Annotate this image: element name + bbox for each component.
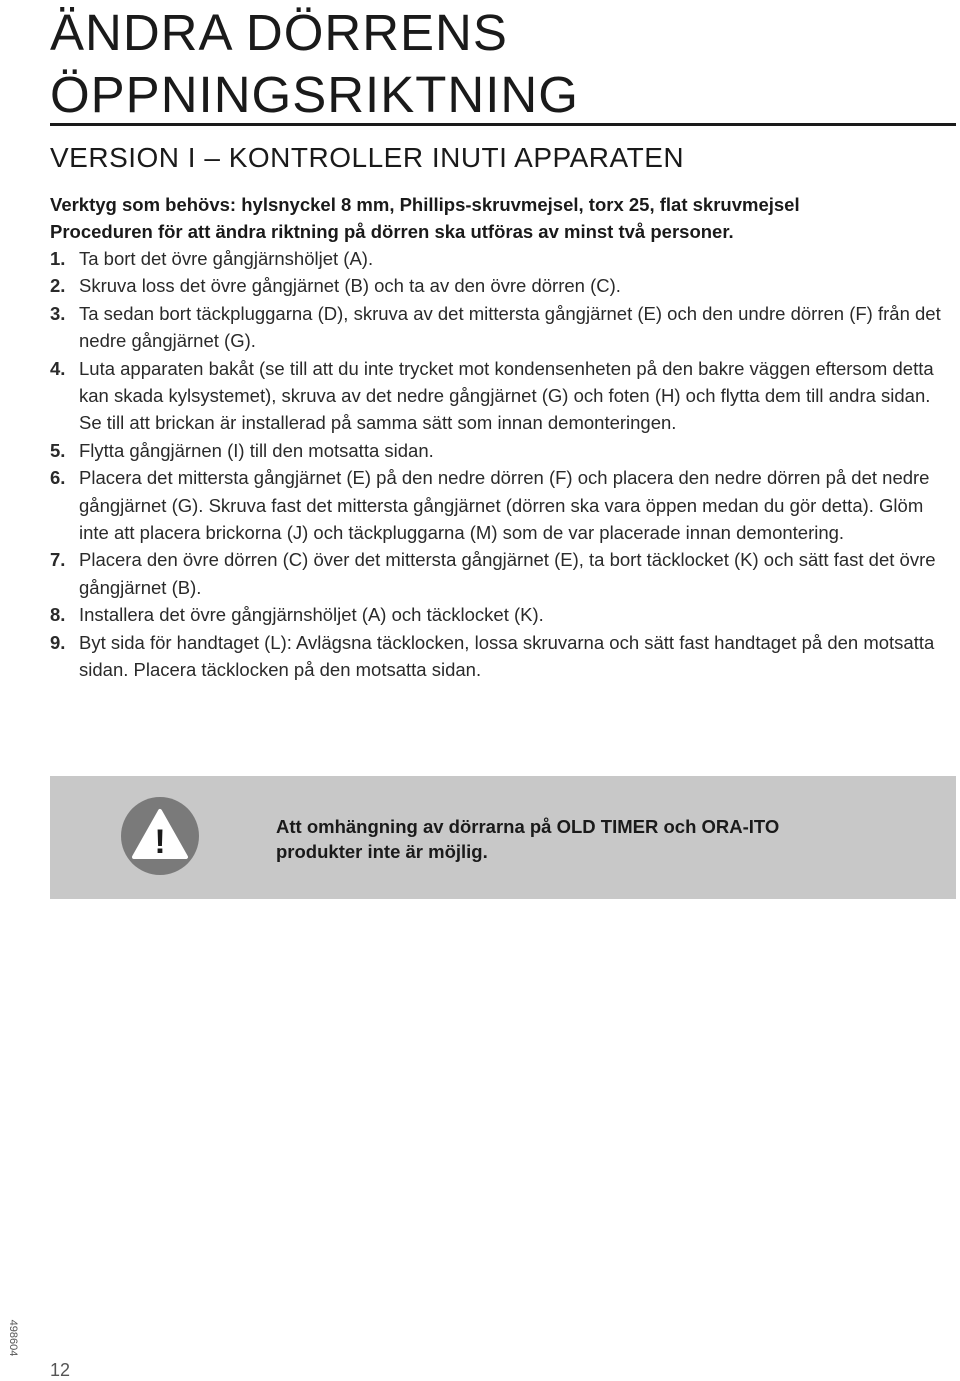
step-number: 1. — [50, 248, 66, 269]
step-item — [50, 245, 956, 272]
step-text: Luta apparaten bakåt (se till att du inte trycket mot kondensenheten på den bakre väggen eftersom detta kan skada kylsystemet), skruva av det nedre gångjärnet (G) och foten (H) och flytta dem till andra sidan. Se till att brickan är installerad på samma sätt som innan demonteringen. — [79, 357, 934, 434]
step-number: 6. — [50, 467, 66, 489]
step-text: Flytta gångjärnen (I) till den motsatta sidan. — [79, 439, 434, 461]
step-item — [50, 272, 956, 299]
page-title — [50, 2, 930, 126]
step-text: Installera det övre gångjärnshöljet (A) och täcklocket (K). — [79, 604, 544, 626]
step-number: 2. — [50, 275, 66, 297]
warning-text — [276, 814, 916, 864]
page-number: 12 — [50, 1360, 71, 1380]
warning-icon — [120, 796, 200, 876]
title-line-1: ÄNDRA DÖRRENS — [50, 4, 508, 61]
persons-line: Proceduren för att ändra riktning på dörren ska utföras av minst två personer. — [50, 221, 734, 242]
step-item — [50, 601, 956, 628]
step-text: Ta sedan bort täckpluggarna (D), skruva av det mittersta gångjärnet (E) och den undre dörren (F) från det nedre gångjärnet (G). — [79, 302, 941, 352]
step-item — [50, 464, 956, 546]
step-text: Placera det mittersta gångjärnet (E) på den nedre dörren (F) och placera den nedre dörren på det nedre gångjärnet (G). Skruva fast det mittersta gångjärnet (dörren ska vara öppen medan du gör detta). Glöm inte att placera brickorna (J) och täckpluggarna (M) som de var placerade innan demontering. — [79, 467, 930, 544]
step-number: 4. — [50, 357, 66, 379]
step-item — [50, 546, 956, 601]
warning-symbol: ! — [154, 823, 166, 861]
intro-block — [50, 191, 950, 245]
step-text: Skruva loss det övre gångjärnet (B) och ta av den övre dörren (C). — [79, 275, 621, 297]
step-text: Placera den övre dörren (C) över det mittersta gångjärnet (E), ta bort täcklocket (K) och sätt fast det övre gångjärnet (B). — [79, 549, 936, 598]
step-item — [50, 355, 956, 437]
step-item — [50, 300, 956, 355]
step-text: Byt sida för handtaget (L): Avlägsna täcklocken, lossa skruvarna och sätt fast handtaget på den motsatta sidan. Placera täcklocken på den motsatta sidan. — [79, 631, 935, 681]
step-number: 3. — [50, 302, 66, 324]
step-item — [50, 629, 956, 684]
warning-line-2: produkter inte är möjlig. — [276, 841, 488, 862]
step-item — [50, 437, 956, 464]
document-code: 498604 — [7, 1319, 19, 1357]
section-subtitle: VERSION I – KONTROLLER INUTI APPARATEN — [50, 142, 685, 173]
warning-line-1: Att omhängning av dörrarna på OLD TIMER och ORA-ITO — [276, 816, 780, 837]
title-line-2: ÖPPNINGSRIKTNING — [50, 66, 579, 123]
warning-box — [50, 776, 956, 899]
title-divider — [50, 123, 956, 126]
step-number: 7. — [50, 549, 66, 571]
step-number: 5. — [50, 439, 66, 461]
step-number: 8. — [50, 604, 66, 626]
step-number: 9. — [50, 631, 66, 653]
steps-list — [50, 245, 956, 684]
step-text: Ta bort det övre gångjärnshöljet (A). — [79, 248, 374, 269]
tools-line: Verktyg som behövs: hylsnyckel 8 mm, Phillips-skruvmejsel, torx 25, flat skruvmejsel — [50, 194, 800, 215]
